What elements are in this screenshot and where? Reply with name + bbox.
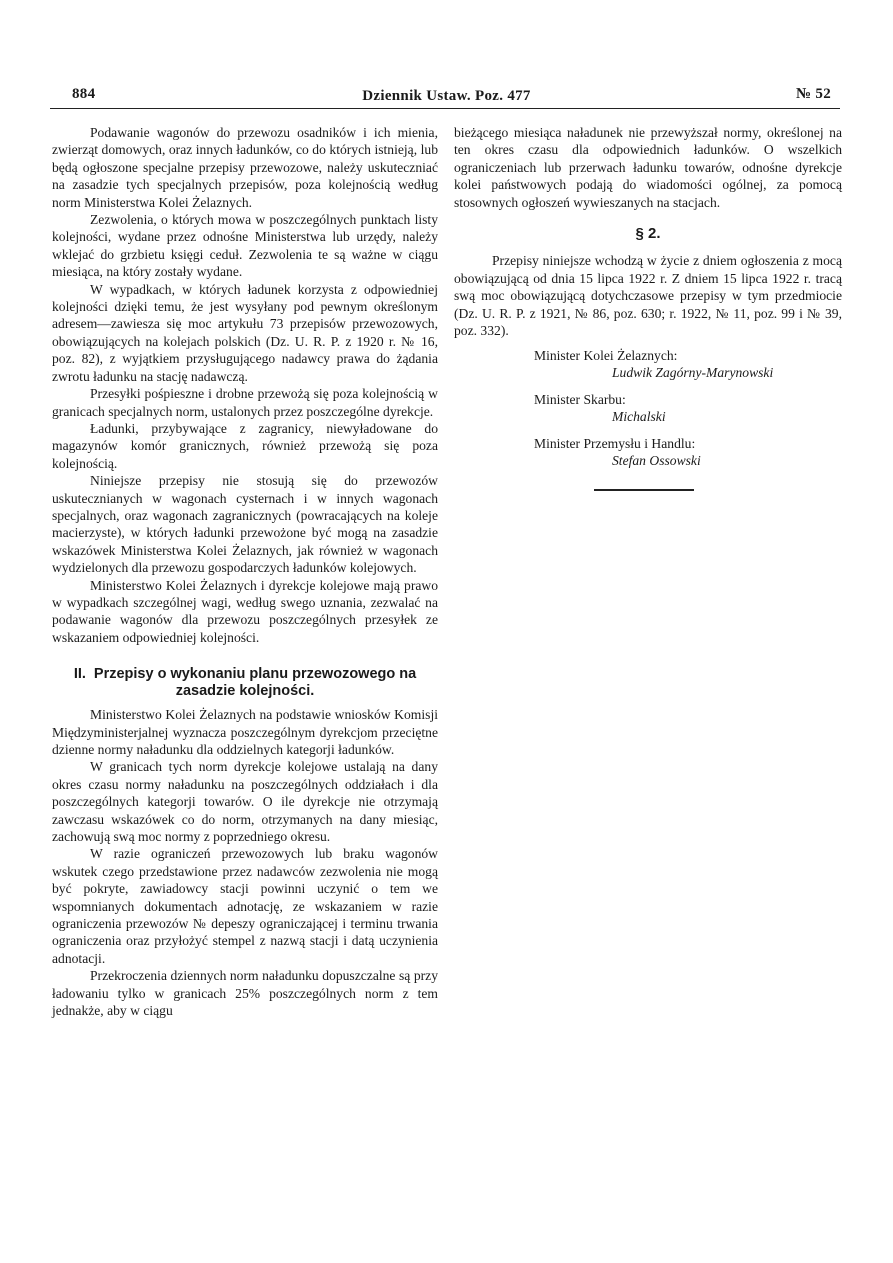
signature-role: Minister Skarbu: [534,392,626,408]
signature-name: Michalski [612,409,666,425]
signature-block [534,391,842,425]
paragraph: Przesyłki pośpieszne i drobne przewożą się poza kolejnością w granicach specjalnych norm, ustalonych przez poszczególne dyrekcje. [52,386,438,419]
paragraph: Niniejsze przepisy nie stosują się do przewozów uskutecznianych w wagonach cysternach i w innych wagonach specjalnych, oraz wagonach zagranicznych (powracających na koleje macierzyste), w których ładunki przewożone być mogą na zasadzie wskazówek Ministerstwa Kolei Żelaznych, jak również w wagonach wydzielonych dla przewozu gospodarczych ładunków kolejowych. [52,473,438,576]
paragraph: Ładunki, przybywające z zagranicy, niewyładowane do magazynów komór granicznych, również przewożą się poza kolejnością. [52,420,438,471]
signature-name: Stefan Ossowski [612,453,701,469]
section-heading [52,666,438,700]
paragraph: Zezwolenia, o których mowa w poszczególnych punktach listy kolejności, wydane przez odnośne Ministerstwa lub urzędy, należy wklejać do grzbietu księgi ceduł. Zezwolenia te są ważne w ciągu miesiąca, na który zostały wydane. [52,212,438,280]
paragraph: W wypadkach, w których ładunek korzysta z odpowiedniej kolejności dzięki temu, że jest wysyłany pod pewnym określonym adresem—zawiesza się moc artykułu 73 przepisów przewozowych, obowiązujących na kolejach polskich (Dz. U. R. P. z 1920 r. № 16, poz. 82), z wyjątkiem przysługującego nadawcy prawa do żądania zwrotu ładunku na stację nadawczą. [52,281,438,384]
signature-block [534,435,842,469]
section-title: Przepisy o wykonaniu planu przewozowego na zasadzie kolejności. [93,666,417,700]
right-column [454,124,842,491]
paragraph: W razie ograniczeń przewozowych lub braku wagonów wskutek czego przedstawione przez nadawców zezwolenia nie mogą być pokryte, zawiadowcy stacji powinni uczynić o tem we wspomnianych dokumentach adnotację, ze wskazaniem w razie ograniczenia przewozów № depeszy ograniczającej i terminu trwania ograniczenia oraz przyłożyć stempel z nazwą stacji i datą uczynienia adnotacji. [52,846,438,966]
paragraph: Ministerstwo Kolei Żelaznych i dyrekcje kolejowe mają prawo w wypadkach szczególnej wagi, według swego uznania, zezwalać na podawanie wagonów dla przewozu poszczególnych przesyłek ze wskazaniem odpowiedniej kolejności. [52,577,438,645]
paragraph: W granicach tych norm dyrekcje kolejowe ustalają na dany okres czasu normy naładunku na poszczególnych oddziałach i dla poszczególnych kategorji towarów. O ile dyrekcje nie otrzymają zawczasu wskazówek co do norm, otrzymanych na dany miesiąc, zachowują swą moc normy z poprzedniego okresu. [52,759,438,845]
signature-role: Minister Kolei Żelaznych: [534,348,678,364]
paragraph: Przekroczenia dziennych norm naładunku dopuszczalne są przy ładowaniu tylko w granicach 25% poszczególnych norm z tem jednakże, aby w ciągu [52,968,438,1019]
end-rule [594,489,694,491]
header-rule [50,108,840,109]
signature-role: Minister Przemysłu i Handlu: [534,436,696,452]
signature-name: Ludwik Zagórny-Marynowski [612,365,774,381]
signatures [454,347,842,469]
paragraph: Podawanie wagonów do przewozu osadników i ich mienia, zwierząt domowych, oraz innych ładunków, co do których istnieją, lub będą ogłoszone specjalne przepisy przewozowe, należy uskuteczniać na zasadzie tych specjalnych przepisów, poza kolejnością według norm Ministerstwa Kolei Żelaznych. [52,125,438,210]
journal-title: Dziennik Ustaw. Poz. 477 [362,88,531,104]
paragraph-mark: § 2. [635,225,661,243]
paragraph: Przepisy niniejsze wchodzą w życie z dniem ogłoszenia z mocą obowiązującą od dnia 15 lipca 1922 r. Z dniem 15 lipca 1922 r. tracą swą moc obowiązującą dotychczasowe przepisy w tym przedmiocie (Dz. U. R. P. z 1921, № 86, poz. 630; r. 1922, № 11, poz. 99 i № 39, poz. 332). [454,253,842,339]
paragraph: Ministerstwo Kolei Żelaznych na podstawie wniosków Komisji Międzyministerjalnej wyznacza poszczególnym dyrekcjom przeciętne dzienne normy naładunku dla oddzielnych kategorji ładunków. [52,707,438,757]
left-column [52,124,438,1020]
page-number: 884 [72,86,96,102]
continuation-paragraph: bieżącego miesiąca naładunek nie przewyższał normy, określonej na ten okres czasu dla odpowiednich ładunków. O wszelkich ograniczeniach lub przerwach ładunku towarów, odnośne dyrekcje kolei państwowych podają do wiadomości ogólnej, za pomocą stosownych ogłoszeń wywieszanych na stacjach. [454,125,842,210]
issue-number: № 52 [795,86,831,102]
section-number: II. [73,666,86,683]
signature-block [534,347,842,381]
